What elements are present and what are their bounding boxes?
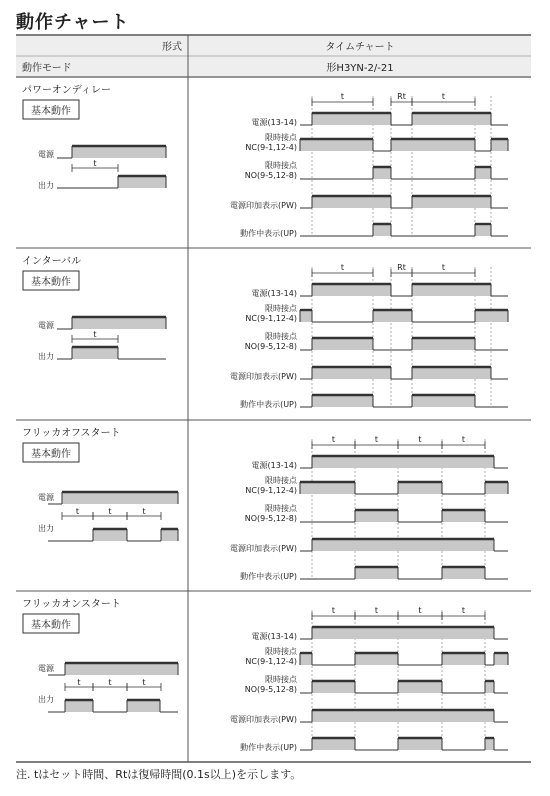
up-wave-fill [412, 395, 475, 407]
t-label: t [142, 507, 146, 516]
signal-label-nc: 限時接点 [265, 647, 297, 656]
no-wave-fill [442, 510, 485, 522]
signal-label-no-terminals: NO(9-5,12-8) [244, 171, 297, 180]
pw-wave-fill [312, 196, 391, 208]
left-output-wave-fill [118, 176, 166, 188]
signal-label-pw: 電源印加表示(PW) [230, 544, 297, 553]
t-label: t [461, 606, 466, 615]
nc-wave-fill [373, 310, 412, 322]
basic-operation-label: 基本動作 [31, 449, 71, 460]
left-output-wave-fill [72, 347, 118, 359]
signal-label-nc: 限時接点 [265, 133, 297, 142]
up-wave-fill [373, 224, 391, 236]
signal-label-no-terminals: NO(9-5,12-8) [244, 685, 297, 694]
nc-wave-fill [485, 482, 508, 494]
nc-wave-fill [300, 310, 312, 322]
left-output-label: 出力 [38, 181, 54, 190]
t-label: t [441, 263, 446, 272]
header-model: 形H3YN-2/-21 [326, 63, 394, 74]
t-label: t [331, 606, 336, 615]
pw-wave-fill [312, 710, 494, 722]
nc-wave-fill [475, 310, 508, 322]
left-power-label: 電源 [38, 150, 54, 159]
left-output-wave-fill [127, 700, 160, 712]
t-label: t [340, 92, 345, 101]
nc-wave-fill [494, 653, 508, 665]
left-output-wave-fill [65, 700, 93, 712]
left-output-label: 出力 [38, 695, 54, 704]
signal-label-no: 限時接点 [265, 161, 297, 170]
up-wave-fill [475, 224, 491, 236]
t-label: t [374, 435, 379, 444]
signal-label-nc-terminals: NC(9-1,12-4) [245, 486, 297, 495]
up-wave-fill [485, 738, 494, 750]
left-output-wave-fill [161, 529, 178, 541]
power-wave-fill [312, 627, 494, 639]
left-power-label: 電源 [38, 321, 54, 330]
signal-label-no: 限時接点 [265, 332, 297, 341]
mode-name: パワーオンディレー [22, 85, 111, 96]
no-wave-fill [475, 167, 491, 179]
signal-label-power: 電源(13-14) [251, 289, 297, 298]
power-wave-fill [412, 113, 491, 125]
signal-label-up: 動作中表示(UP) [240, 229, 297, 238]
basic-operation-label: 基本動作 [31, 620, 71, 631]
up-wave-fill [312, 395, 373, 407]
left-output-label: 出力 [38, 352, 54, 361]
header-mode-label: 動作モード [22, 63, 72, 74]
no-wave-fill [312, 338, 373, 350]
signal-label-nc: 限時接点 [265, 304, 297, 313]
signal-label-nc-terminals: NC(9-1,12-4) [245, 143, 297, 152]
signal-label-up: 動作中表示(UP) [240, 572, 297, 581]
up-wave-fill [442, 567, 485, 579]
t-label: t [418, 606, 422, 615]
mode-name: インターバル [22, 256, 82, 267]
left-power-wave-fill [62, 492, 178, 504]
t-label: t [461, 435, 466, 444]
signal-label-no-terminals: NO(9-5,12-8) [244, 514, 297, 523]
header-type-label: 形式 [162, 42, 182, 53]
mode-name: フリッカオフスタート [22, 428, 121, 439]
footnote: 注. tはセット時間、Rtは復帰時間(0.1s以上)を示します。 [16, 768, 302, 781]
power-wave-fill [312, 456, 494, 468]
signal-label-power: 電源(13-14) [251, 461, 297, 470]
left-output-label: 出力 [38, 524, 54, 533]
signal-label-pw: 電源印加表示(PW) [230, 372, 297, 381]
nc-wave-fill [300, 482, 355, 494]
rt-label: Rt [397, 263, 406, 272]
signal-label-up: 動作中表示(UP) [240, 400, 297, 409]
power-wave-fill [312, 113, 391, 125]
signal-label-power: 電源(13-14) [251, 118, 297, 127]
signal-label-no-terminals: NO(9-5,12-8) [244, 342, 297, 351]
t-label: t [142, 678, 146, 687]
left-output-wave-fill [93, 529, 127, 541]
t-label: t [93, 159, 97, 168]
no-wave-fill [398, 681, 442, 693]
t-label: t [331, 435, 336, 444]
no-wave-fill [373, 167, 391, 179]
t-label: t [441, 92, 446, 101]
up-wave-fill [398, 738, 442, 750]
signal-label-no: 限時接点 [265, 504, 297, 513]
no-wave-fill [412, 338, 475, 350]
signal-label-power: 電源(13-14) [251, 632, 297, 641]
nc-wave-fill [300, 653, 312, 665]
page-title: 動作チャート [16, 12, 130, 33]
left-power-label: 電源 [38, 493, 54, 502]
basic-operation-label: 基本動作 [31, 106, 71, 117]
power-wave-fill [312, 284, 391, 296]
t-label: t [93, 330, 97, 339]
nc-wave-fill [300, 139, 373, 151]
power-wave-fill [412, 284, 491, 296]
nc-wave-fill [355, 653, 398, 665]
pw-wave-fill [312, 539, 494, 551]
signal-label-pw: 電源印加表示(PW) [230, 201, 297, 210]
no-wave-fill [355, 510, 398, 522]
pw-wave-fill [412, 196, 491, 208]
signal-label-up: 動作中表示(UP) [240, 743, 297, 752]
no-wave-fill [312, 681, 355, 693]
nc-wave-fill [491, 139, 508, 151]
left-power-wave-fill [65, 663, 178, 675]
up-wave-fill [355, 567, 398, 579]
header-chart-label: タイムチャート [325, 42, 395, 53]
pw-wave-fill [312, 367, 391, 379]
left-power-wave-fill [72, 146, 166, 158]
t-label: t [108, 678, 112, 687]
rt-label: Rt [397, 92, 406, 101]
up-wave-fill [312, 738, 355, 750]
pw-wave-fill [412, 367, 491, 379]
nc-wave-fill [442, 653, 485, 665]
left-power-wave-fill [72, 317, 166, 329]
t-label: t [340, 263, 345, 272]
no-wave-fill [485, 681, 494, 693]
t-label: t [75, 507, 80, 516]
nc-wave-fill [398, 482, 442, 494]
t-label: t [374, 606, 379, 615]
signal-label-nc: 限時接点 [265, 476, 297, 485]
t-label: t [108, 507, 112, 516]
signal-label-nc-terminals: NC(9-1,12-4) [245, 657, 297, 666]
nc-wave-fill [391, 139, 475, 151]
signal-label-no: 限時接点 [265, 675, 297, 684]
left-power-label: 電源 [38, 664, 54, 673]
t-label: t [77, 678, 81, 687]
basic-operation-label: 基本動作 [31, 277, 71, 288]
t-label: t [418, 435, 422, 444]
mode-name: フリッカオンスタート [22, 599, 121, 610]
signal-label-nc-terminals: NC(9-1,12-4) [245, 314, 297, 323]
signal-label-pw: 電源印加表示(PW) [230, 715, 297, 724]
